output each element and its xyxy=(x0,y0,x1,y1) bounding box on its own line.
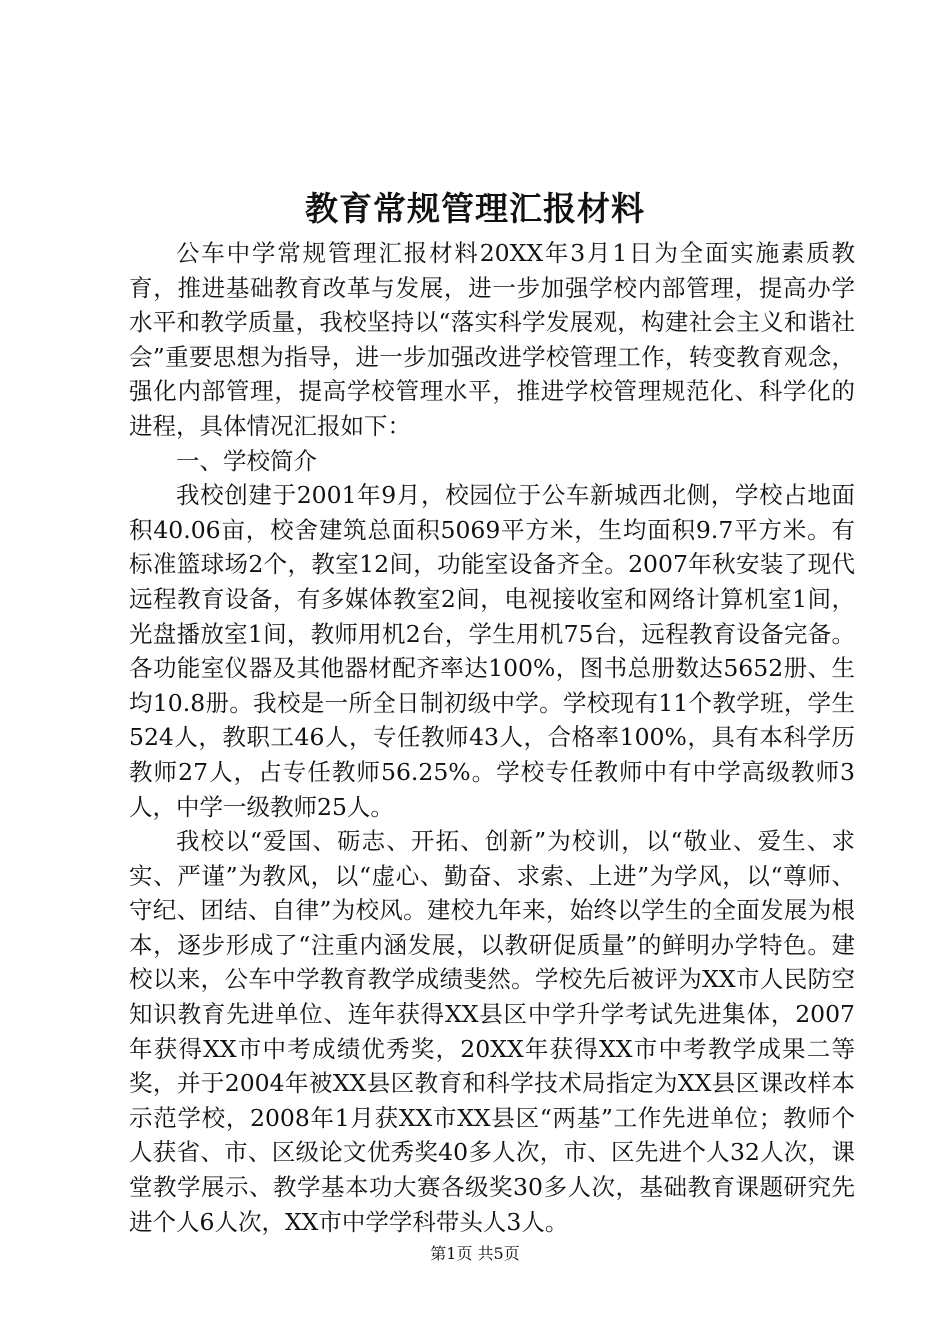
paragraph-school-facilities: 我校创建于2001年9月，校园位于公车新城西北侧，学校占地面积40.06亩，校舍建筑总面积5069平方米，生均面积9.7平方米。有标准篮球场2个，教室12间，功能室设备齐全。2007年秋安装了现代远程教育设备，有多媒体教室2间，电视接收室和网络计算机室1间，光盘播放室1间，教师用机2台，学生用机75台，远程教育设备完备。各功能室仪器及其他器材配齐率达100%，图书总册数达5652册、生均10.8册。我校是一所全日制初级中学。学校现有11个教学班，学生524人，教职工46人，专任教师43人，合格率100%，具有本科学历教师27人，占专任教师56.25%。学校专任教师中有中学高级教师3人，中学一级教师25人。 xyxy=(129,481,855,821)
paragraph-school-culture: 我校以“爱国、砺志、开拓、创新”为校训，以“敬业、爱生、求实、严谨”为教风，以“虚心、勤奋、求索、上进”为学风，以“尊师、守纪、团结、自律”为校风。建校九年来，始终以学生的全面发展为根本，逐步形成了“注重内涵发展，以教研促质量”的鲜明办学特色。建校以来，公车中学教育教学成绩斐然。学校先后被评为XX市人民防空知识教育先进单位、连年获得XX县区中学升学考试先进集体，2007年获得XX市中考成绩优秀奖，20XX年获得XX市中考教学成果二等奖，并于2004年被XX县区教育和科学技术局指定为XX县区课改样本示范学校，2008年1月获XX市XX县区“两基”工作先进单位；教师个人获省、市、区级论文优秀奖40多人次，市、区先进个人32人次，课堂教学展示、教学基本功大赛各级奖30多人次，基础教育课题研究先进个人6人次，XX市中学学科带头人3人。 xyxy=(129,827,855,1236)
page-number-footer: 第1页 共5页 xyxy=(430,1244,520,1263)
section-heading-school-intro: 一、学校简介 xyxy=(176,446,317,475)
document-title: 教育常规管理汇报材料 xyxy=(305,189,645,228)
document-body xyxy=(129,236,855,1239)
paragraph-intro: 公车中学常规管理汇报材料20XX年3月1日为全面实施素质教育，推进基础教育改革与发展，进一步加强学校内部管理，提高办学水平和教学质量，我校坚持以“落实科学发展观，构建社会主义和谐社会”重要思想为指导，进一步加强改进学校管理工作，转变教育观念，强化内部管理，提高学校管理水平，推进学校管理规范化、科学化的进程，具体情况汇报如下： xyxy=(129,239,855,440)
